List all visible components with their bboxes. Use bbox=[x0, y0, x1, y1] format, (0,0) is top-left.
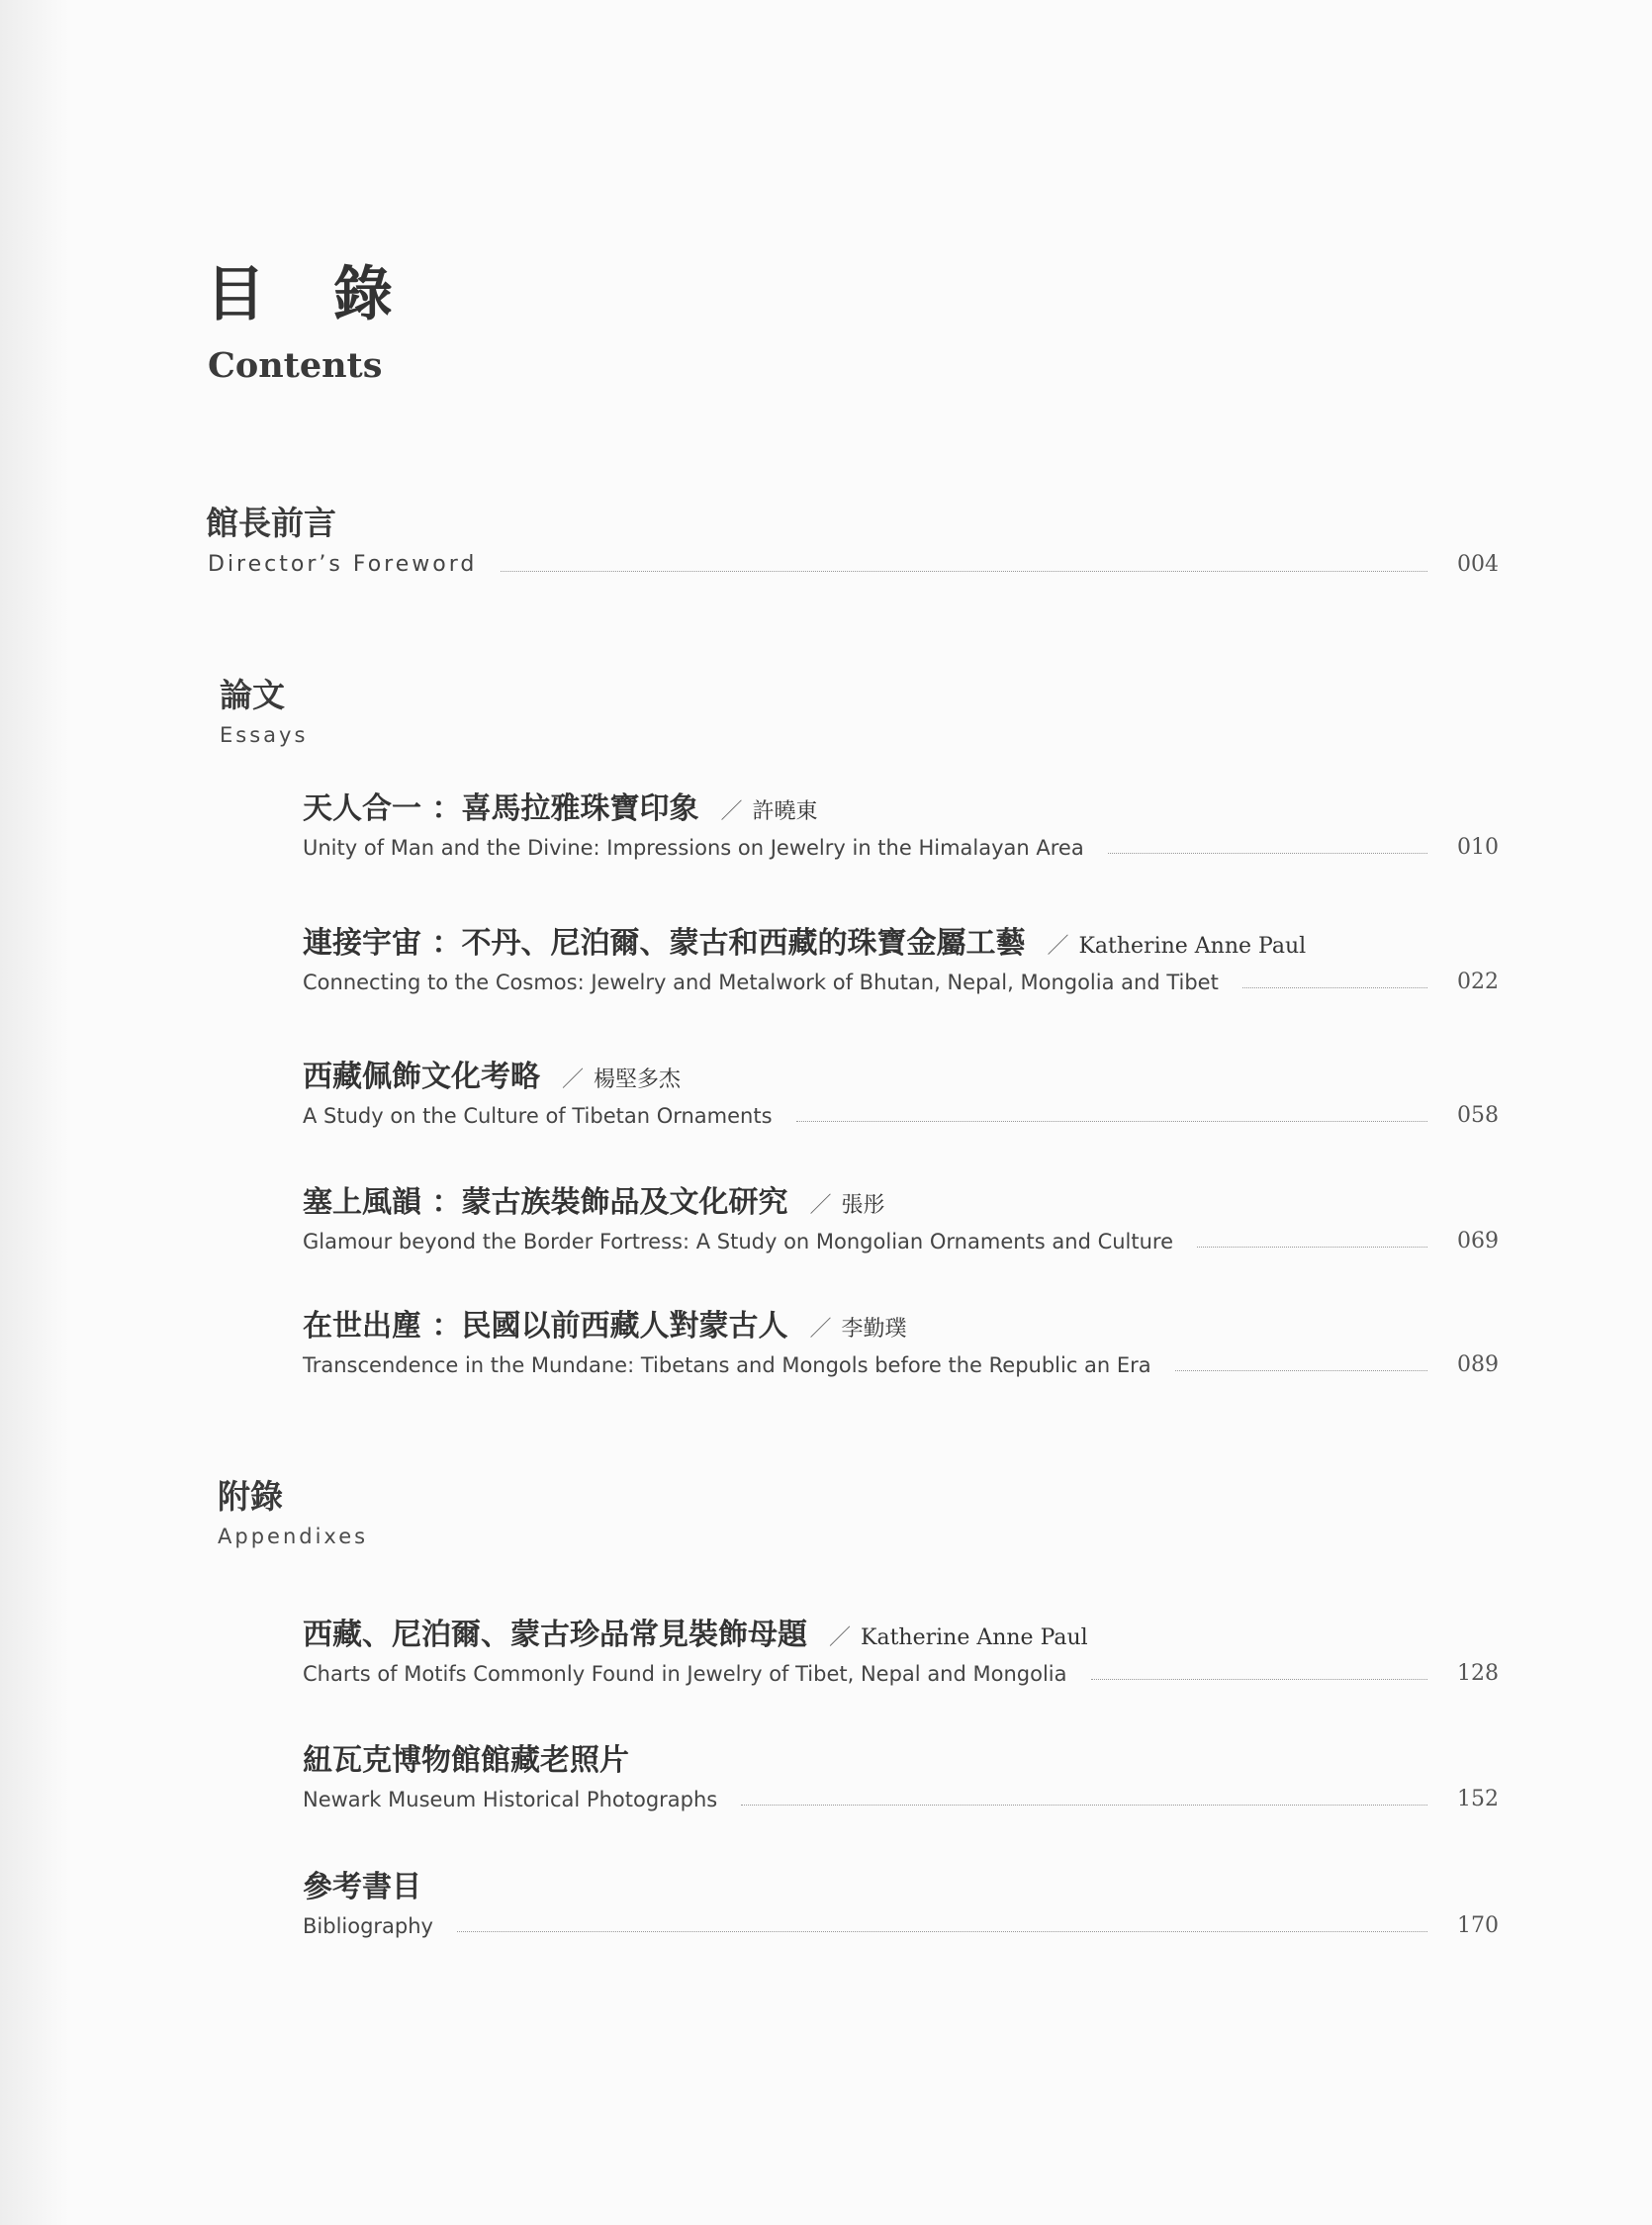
page-number: 022 bbox=[1457, 970, 1499, 994]
entry-title-cjk: 天人合一 ：喜馬拉雅珠寶印象 bbox=[303, 791, 699, 826]
foreword-title-en: Director’s Foreword bbox=[208, 552, 478, 577]
page-number: 069 bbox=[1457, 1229, 1499, 1253]
essays-title-en: Essays bbox=[220, 723, 309, 747]
entry-title-cjk: 西藏佩飾文化考略 bbox=[303, 1060, 540, 1094]
page-number: 058 bbox=[1457, 1103, 1499, 1128]
separator: ／ bbox=[809, 1317, 832, 1342]
essays-title-cjk: 論文 bbox=[220, 676, 285, 714]
entry-author: Katherine Anne Paul bbox=[1078, 934, 1307, 959]
page-number: 128 bbox=[1457, 1661, 1499, 1686]
entry-author: 李勤璞 bbox=[841, 1317, 907, 1342]
entry-title-en: Charts of Motifs Commonly Found in Jewelry of Tibet, Nepal and Mongolia bbox=[303, 1662, 1067, 1686]
entry-title-en: Newark Museum Historical Photographs bbox=[303, 1788, 718, 1811]
entry-author: 楊堅多杰 bbox=[594, 1067, 682, 1092]
separator: ／ bbox=[1047, 934, 1069, 959]
entry-title-cjk: 塞上風韻 ：蒙古族裝飾品及文化研究 bbox=[303, 1185, 788, 1220]
entry-author: 許曉東 bbox=[752, 799, 818, 824]
separator: ／ bbox=[562, 1067, 585, 1092]
dot-leader bbox=[1108, 852, 1427, 854]
entry-title-cjk: 紐瓦克博物館館藏老照片 bbox=[303, 1743, 629, 1778]
page-number: 089 bbox=[1457, 1352, 1499, 1377]
page-number: 004 bbox=[1457, 552, 1499, 577]
separator: ／ bbox=[720, 799, 743, 824]
toc-entry-foreword[interactable] bbox=[208, 552, 1499, 577]
dot-leader bbox=[741, 1804, 1427, 1806]
foreword-title-cjk: 館長前言 bbox=[206, 504, 336, 542]
entry-title-en: Unity of Man and the Divine: Impressions on Jewelry in the Himalayan Area bbox=[303, 836, 1084, 860]
page-number: 170 bbox=[1457, 1913, 1499, 1938]
page-number: 152 bbox=[1457, 1787, 1499, 1811]
entry-author: Katherine Anne Paul bbox=[861, 1625, 1088, 1650]
entry-title-en: Connecting to the Cosmos: Jewelry and Metalwork of Bhutan, Nepal, Mongolia and Tibet bbox=[303, 971, 1219, 994]
appendixes-title-cjk: 附錄 bbox=[218, 1477, 283, 1516]
separator: ／ bbox=[809, 1193, 832, 1218]
separator: ／ bbox=[829, 1625, 852, 1650]
entry-author: 張彤 bbox=[841, 1193, 885, 1218]
dot-leader bbox=[1091, 1678, 1428, 1680]
entry-title-en: Glamour beyond the Border Fortress: A Study on Mongolian Ornaments and Culture bbox=[303, 1230, 1174, 1253]
appendixes-title-en: Appendixes bbox=[218, 1525, 369, 1548]
entry-title-en: Transcendence in the Mundane: Tibetans and Mongols before the Republic an Era bbox=[303, 1353, 1151, 1377]
entry-title-cjk: 連接宇宙 ：不丹、尼泊爾、蒙古和西藏的珠寶金屬工藝 bbox=[303, 926, 1026, 961]
entry-title-cjk: 在世出塵 ：民國以前西藏人對蒙古人 bbox=[303, 1309, 788, 1344]
page-number: 010 bbox=[1457, 835, 1499, 860]
dot-leader bbox=[501, 570, 1427, 572]
page-title-cjk: 目 錄 bbox=[206, 260, 416, 329]
entry-title-en: A Study on the Culture of Tibetan Ornaments bbox=[303, 1104, 773, 1128]
page-gutter-shadow bbox=[0, 0, 69, 2225]
dot-leader bbox=[457, 1930, 1427, 1932]
entry-title-en: Bibliography bbox=[303, 1914, 433, 1938]
entry-title-cjk: 參考書目 bbox=[303, 1870, 421, 1904]
dot-leader bbox=[1242, 986, 1427, 988]
page-title-en: Contents bbox=[208, 345, 383, 386]
dot-leader bbox=[1175, 1369, 1427, 1371]
dot-leader bbox=[1197, 1246, 1427, 1248]
dot-leader bbox=[796, 1120, 1427, 1122]
entry-title-cjk: 西藏、尼泊爾、蒙古珍品常見裝飾母題 bbox=[303, 1618, 807, 1652]
